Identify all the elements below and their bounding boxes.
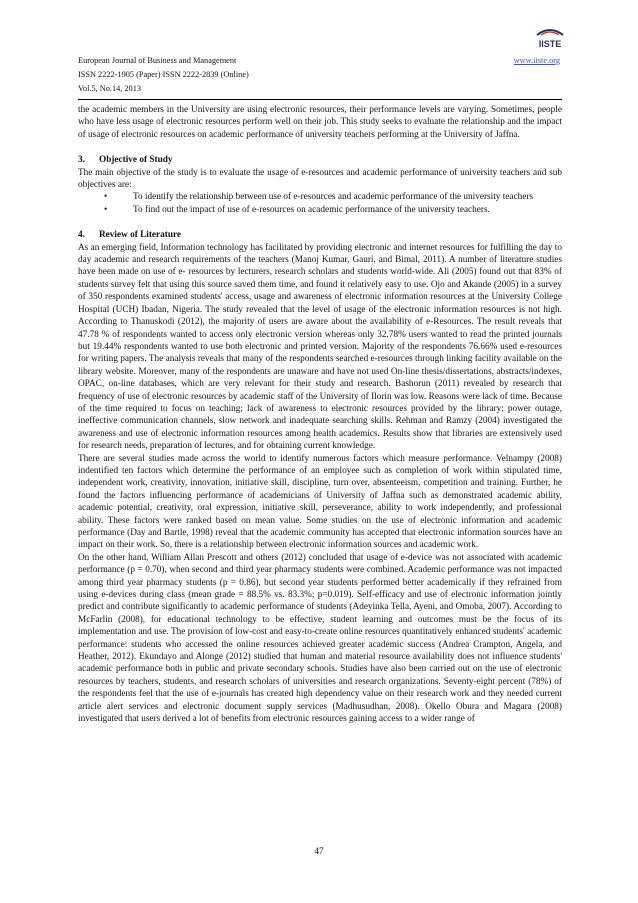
literature-paragraph-1: As an emerging field, Information technology has facilitated by providing electronic and internet resources for fulfilling the day to day academic and research requirements of the teachers (Manoj Kumar, Gauri, and Bimal, 2011). A number of literature studies have been made on use of e- resources by lecturers, research scholars and students world-wide. Ali (2005) found out that 83% of students survey felt that using this source saved them time, and found it relatively easy to use. Ojo and Akande (2005) in a survey of 350 respondents examined students' access, usage and awareness of electronic information resources at the University College Hospital (UCH) Ibadan, Nigeria. The study revealed that the level of usage of the electronic information resources is not high. According to Thanuskodi (2012), the majority of users are aware about the availability of e-Resources. The result reveals that 47.78 % of respondents wanted to access only electronic version whereas only 32.78% users wanted to read the printed journals but 19.44% respondents wanted to use both electronic and printed version. Majority of the respondents 76.66% used e-resources for writing papers. The analysis reveals that many of the respondents searched e-resources through linking facility available on the library website. Moreover, many of the respondents are unaware and have not used On-line thesis/dissertations, abstracts/indexes, OPAC, on-line databases, which are very relevant for their study and research. Bashorun (2011) revealed by research that frequency of use of electronic resources by academic staff of the University of Ilorin was low. Reasons were lack of time. Because of the time required to focus on teaching; lack of awareness to electronic resources provided by the library; power outage, ineffective communication channels, slow network and inadequate searching skills. Rehman and Ramzy (2004) investigated the awareness and use of electronic information resources among health academics. Results show that libraries are extensively used for research needs, preparation of lectures, and for obtaining current knowledge. <box>78 242 562 452</box>
section-3-heading <box>78 154 562 166</box>
iiste-logo <box>533 27 567 51</box>
section-3-title: Objective of Study <box>99 155 173 166</box>
section-3-paragraph: The main objective of the study is to evaluate the usage of e-resources and academic performance of university teachers and sub objectives are: <box>78 167 562 191</box>
section-4-number: 4. <box>78 230 85 241</box>
volume-line: Vol.5, No.14, 2013 <box>78 84 141 93</box>
bullet-icon: • <box>104 204 108 215</box>
intro-paragraph: the academic members in the University are using electronic resources, their performance levels are varying. Sometimes, people who have less usage of electronic resources perform well on their job. This study seeks to evaluate the relationship and the impact of usage of electronic resources on academic performance of university teachers performing at the University of Jaffna. <box>78 105 562 140</box>
page-number: 47 <box>314 847 324 857</box>
list-item: • To find out the impact of use of e-resources on academic performance of the university teachers. <box>104 204 490 215</box>
page-body <box>78 104 562 726</box>
list-item: • To identify the relationship between use of e-resources and academic performance of the university teachers <box>104 192 534 203</box>
bullet-icon: • <box>104 192 108 203</box>
literature-paragraph-2: There are several studies made across the world to identify numerous factors which measure performance. Velnampy (2008) indentified ten factors which determine the performance of an employee such as completion of work within stipulated time, independent work, creativity, innovation, initiative skill, discipline, turn over, absenteeism, competition and training. Further, he found the factors influencing performance of academicians of University of Jaffna such as demonstrated academic ability, academic potential, creativity, oral expression, initiative skill, perseverance, ability to work independently, and professional ability. These factors were ranked based on mean value. Some studies on the use of electronic information and academic performance (Day and Bartle, 1998) reveal that the academic community has accepted that electronic information sources have an impact on their work. So, there is a relationship between electronic information sources and academic work. <box>78 453 562 551</box>
journal-name: European Journal of Business and Management <box>78 56 237 65</box>
journal-url-link[interactable]: www.iiste.org <box>513 56 560 65</box>
literature-paragraph-3: On the other hand, William Allan Prescott and others (2012) concluded that usage of e-device was not associated with academic performance (p = 0.70), when second and third year pharmacy students were combined. Academic performance was not impacted among third year pharmacy students (p = 0.86), but second year students performed better academically if they refrained from using e-devices during class (mean grade = 88.5% vs. 83.3%; p=0.019). Self-efficacy and use of electronic information jointly predict and contribute significantly to academic performance of students (Adeyinka Tella, Ayeni, and Omoba, 2007). According to McFarlin (2008), for educational technology to be effective, student learning and outcomes must be the focus of its implementation and use. The provision of low-cost and easy-to-create online resources quantitatively enhanced students' academic performance: students who accessed the online resources achieved greater academic success (Andrea Crampton, Angela, and Heather, 2012). Ekundayo and Alonge (2012) studied that human and material resource availability does not influence students' academic performance both in public and private secondary schools. Studies have also been carried out on the use of electronic resources by teachers, students, and research scholars of universities and research organizations. Seventy-eight percent (78%) of the respondents feel that the use of e-journals has created high dependency value on their research work and they needed current article alert services and electronic document supply services (Madhusudhan, 2008). Okello Obura and Magara (2008) investigated that users derived a lot of benefits from electronic resources gaining access to a wider range of <box>78 552 562 725</box>
logo-text: IISTE <box>538 39 562 49</box>
section-4-heading <box>78 229 562 241</box>
section-4-title: Review of Literature <box>99 230 182 241</box>
objectives-list <box>78 191 562 216</box>
section-3-number: 3. <box>78 155 85 166</box>
issn-line: ISSN 2222-1905 (Paper) ISSN 2222-2839 (Online) <box>78 70 249 79</box>
running-header <box>78 54 560 96</box>
header-divider <box>78 99 562 100</box>
